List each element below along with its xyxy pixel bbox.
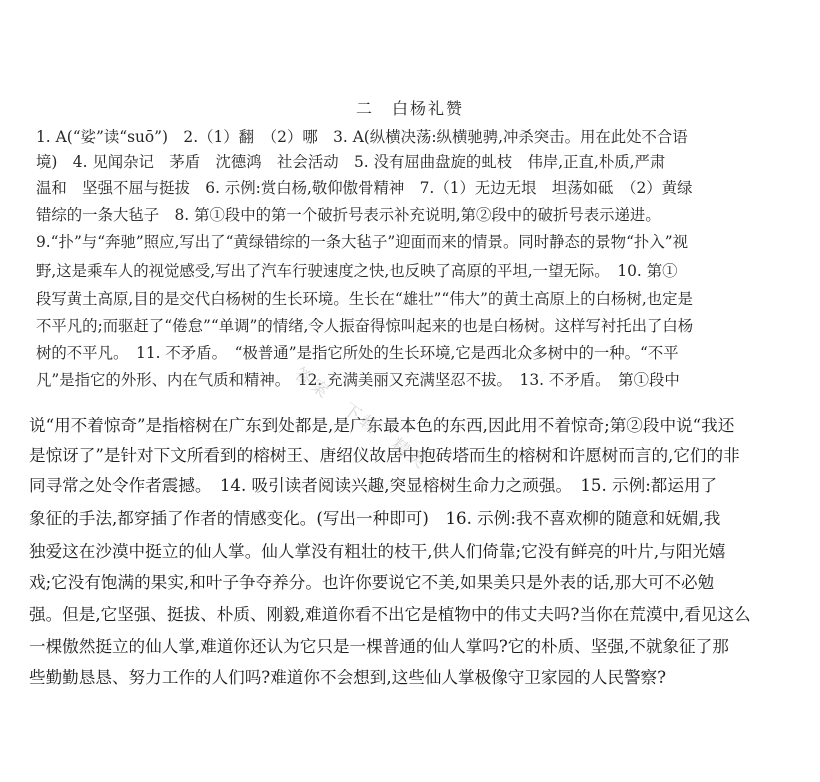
text-line: 树的不平凡。 11. 不矛盾。 “极普通”是指它所处的生长环境,它是西北众多树中的一种。“不平 — [36, 344, 679, 362]
text-line: 境) 4. 见闻杂记 茅盾 沈德鸿 社会活动 5. 没有屈曲盘旋的虬枝 伟岸,正直,朴质,严肃 — [36, 153, 666, 171]
text-line: 独爱这在沙漠中挺立的仙人掌。仙人掌没有粗壮的枝干,供人们倚靠;它没有鲜亮的叶片,与阳光嬉 — [29, 542, 726, 561]
text-line: 同寻常之处令作者震撼。 14. 吸引读者阅读兴趣,突显榕树生命力之顽强。 15. 示例:都运用了 — [29, 476, 718, 495]
text-line: 凡”是指它的外形、内在气质和精神。 12. 充满美丽又充满坚忍不拔。 13. 不矛盾。 第①段中 — [36, 371, 680, 389]
text-line: 段写黄土高原,目的是交代白杨树的生长环境。生长在“雄壮”“伟大”的黄土高原上的白杨树,也定是 — [36, 290, 693, 308]
text-line: 野,这是乘车人的视觉感受,写出了汽车行驶速度之快,也反映了高原的平坦,一望无际。 10. 第① — [36, 262, 678, 280]
text-line: 不平凡的;而驱赶了“倦怠”“单调”的情绪,令人振奋得惊叫起来的也是白杨树。这样写衬托出了白杨 — [36, 317, 694, 335]
text-line: 错综的一条大毡子 8. 第①段中的第一个破折号表示补充说明,第②段中的破折号表示递进。 — [36, 206, 661, 224]
text-line: 1. A(“娑”读“suō”) 2.（1）翻 （2）哪 3. A(纵横决荡:纵横驰骋,冲杀突击。用在此处不合语 — [36, 128, 688, 146]
text-line: 些勤勤恳恳、努力工作的人们吗?难道你不会想到,这些仙人掌极像守卫家园的人民警察? — [29, 668, 667, 687]
text-line: 说“用不着惊奇”是指榕树在广东到处都是,是广东最本色的东西,因此用不着惊奇;第②段中说“我还 — [29, 416, 735, 435]
text-line: 一棵傲然挺立的仙人掌,难道你还认为它只是一棵普通的仙人掌吗?它的朴质、坚强,不就象征了那 — [29, 637, 729, 656]
text-line: 强。但是,它坚强、挺拔、朴质、刚毅,难道你看不出它是植物中的伟丈夫吗?当你在荒漠中,看见这么 — [29, 605, 751, 624]
watermark: 答案 下载 精英 — [290, 364, 432, 475]
section-title: 二 白杨礼赞 — [355, 99, 464, 118]
text-line: 象征的手法,都穿插了作者的情感变化。(写出一种即可) 16. 示例:我不喜欢柳的随意和妩媚,我 — [29, 509, 721, 528]
text-line: 9.“扑”与“奔驰”照应,写出了“黄绿错综的一条大毡子”迎面而来的情景。同时静态的景物“扑入”视 — [36, 233, 688, 251]
text-line: 戏;它没有饱满的果实,和叶子争夺养分。也许你要说它不美,如果美只是外表的话,那大可不必勉 — [29, 573, 715, 592]
text-line: 是惊讶了”是针对下文所看到的榕树王、唐绍仪故居中抱砖塔而生的榕树和许愿树而言的,它们的非 — [29, 446, 740, 465]
text-line: 温和 坚强不屈与挺拔 6. 示例:赏白杨,敬仰傲骨精神 7.（1）无边无垠 坦荡如砥 （2）黄绿 — [36, 179, 693, 197]
